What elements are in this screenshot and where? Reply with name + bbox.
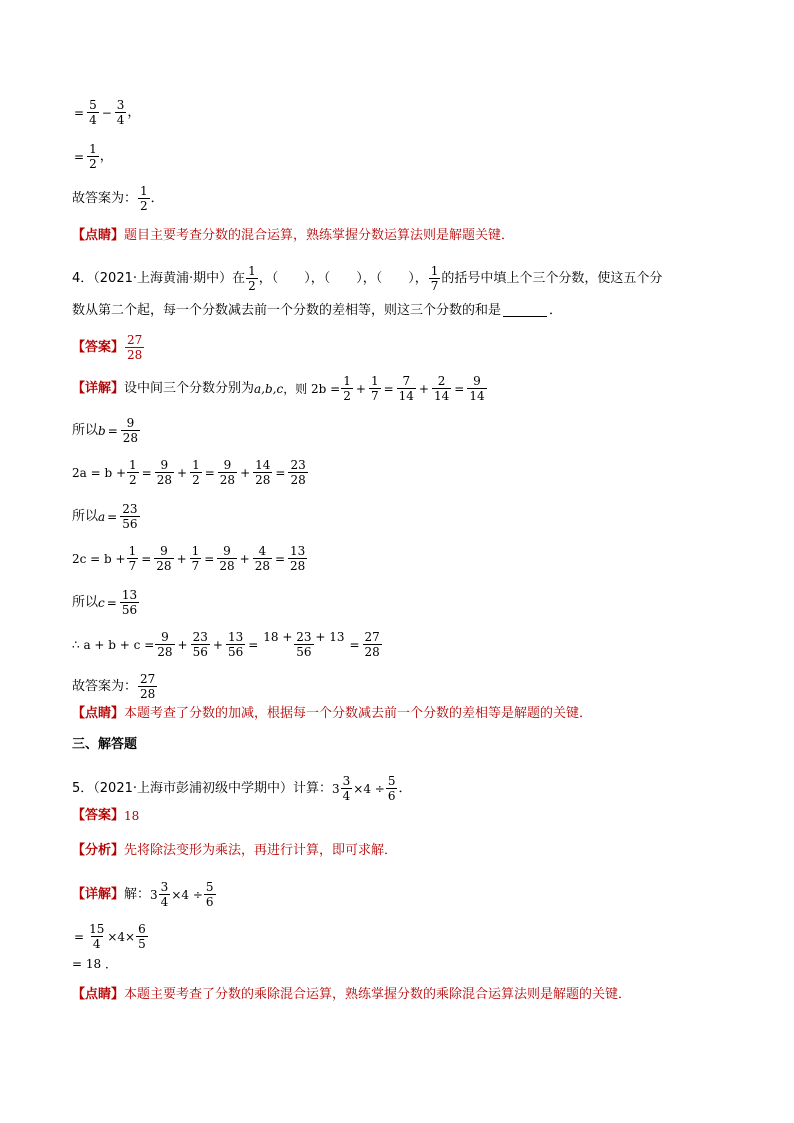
answer-tag: 【答案】 — [72, 340, 125, 355]
q5-step2 — [72, 958, 117, 970]
fraction: $\frac{9}{28}$ — [157, 630, 173, 659]
so-text: 所以 — [72, 423, 99, 438]
detail-text: 解： — [124, 887, 151, 902]
equals-sign: = — [204, 465, 215, 480]
operator-text: ×4 ÷ — [171, 887, 203, 902]
q4-eq-2a — [72, 458, 309, 487]
q5-detail — [72, 880, 217, 909]
equals-sign: = — [383, 381, 394, 396]
fraction: $\frac{7}{14}$ — [398, 374, 414, 403]
fraction: $\frac{23}{28}$ — [290, 458, 306, 487]
q4-so-c — [72, 588, 140, 617]
fraction: $\frac{1}{2}$ — [89, 142, 97, 171]
q4-stem-line1 — [72, 264, 662, 293]
answer-prefix: 故答案为： — [72, 679, 138, 694]
equals-sign: = — [274, 551, 286, 566]
fraction: $\frac{27}{28}$ — [127, 333, 143, 362]
whole-number: 3 — [150, 887, 158, 902]
section-title: 三、解答题 — [72, 737, 138, 752]
dianjing-tag: 【点睛】 — [72, 228, 125, 243]
fraction: $\frac{15}{4}$ — [89, 922, 105, 951]
plus-sign: + — [176, 551, 187, 566]
fraction: $\frac{9}{28}$ — [156, 544, 172, 573]
so-text: 所以 — [72, 509, 99, 524]
q4-so-a — [72, 502, 141, 531]
dianjing-q3 — [72, 229, 514, 242]
fraction: $\frac{18 + 23 + 13}{56}$ — [263, 630, 345, 659]
fraction: $\frac{3}{4}$ — [160, 880, 169, 909]
equals-sign: = — [74, 929, 85, 944]
fraction: $\frac{9}{28}$ — [219, 544, 235, 573]
q4-lead: 4．（2021·上海黄浦·期中）在 — [72, 271, 246, 286]
plus-sign: + — [177, 465, 188, 480]
analysis-tag: 【分析】 — [72, 843, 125, 858]
variable: a — [98, 509, 106, 524]
q4-text: 数从第二个起，每一个分数减去前一个分数的差相等，则这三个分数的和是 — [72, 303, 502, 318]
fraction: $\frac{1}{2}$ — [192, 458, 200, 487]
fraction: $\frac{1}{2}$ — [140, 184, 148, 213]
q4-text: 的括号中填上个三个分数，使这五个分 — [441, 271, 663, 286]
detail-text: 设中间三个分数分别为 — [124, 381, 255, 396]
fraction: $\frac{1}{2}$ — [343, 374, 351, 403]
punctuation: ． — [549, 303, 563, 318]
calc-line-2 — [72, 142, 113, 171]
fraction: $\frac{27}{28}$ — [140, 672, 156, 701]
equals-sign: = — [275, 465, 286, 480]
fraction: $\frac{9}{28}$ — [122, 416, 139, 445]
punctuation: ． — [398, 781, 412, 796]
answer-prefix: 故答案为： — [72, 191, 138, 206]
result-text: = 18 ． — [72, 957, 117, 971]
equals-sign: = — [204, 551, 215, 566]
q5-step1 — [72, 922, 149, 951]
q5-answer — [72, 809, 139, 822]
fraction: $\frac{13}{56}$ — [227, 630, 244, 659]
plus-sign: + — [240, 465, 251, 480]
q4-so-b — [72, 416, 141, 445]
operator-text: ×4 ÷ — [353, 781, 385, 796]
equation-lhs: 2a = b + — [72, 465, 127, 480]
dianjing-q4 — [72, 707, 592, 720]
dianjing-text: 本题主要考查了分数的乘除混合运算，熟练掌握分数的乘除混合运算法则是解题的关键． — [124, 987, 632, 1002]
equation-lhs: 2c = b + — [72, 551, 126, 566]
fraction: $\frac{13}{56}$ — [121, 588, 138, 617]
punctuation: ， — [99, 149, 113, 164]
q5-analysis — [72, 844, 397, 857]
equals-sign: = — [349, 637, 360, 652]
dianjing-text: 题目主要考查分数的混合运算，熟练掌握分数运算法则是解题关键． — [124, 228, 515, 243]
fraction: $\frac{13}{28}$ — [290, 544, 306, 573]
plus-sign: + — [355, 381, 366, 396]
punctuation: ， — [127, 105, 141, 120]
fraction: $\frac{5}{6}$ — [205, 880, 214, 909]
dianjing-tag: 【点睛】 — [72, 706, 125, 721]
plus-sign: + — [239, 551, 250, 566]
equals-sign: = — [141, 465, 152, 480]
fraction: $\frac{27}{28}$ — [364, 630, 380, 659]
q5-stem — [72, 774, 412, 803]
dianjing-text: 本题考查了分数的加减，根据每一个分数减去前一个分数的差相等是解题的关键． — [124, 706, 593, 721]
fraction: $\frac{2}{14}$ — [433, 374, 450, 403]
section-heading — [72, 738, 137, 751]
minus-sign: − — [101, 105, 112, 120]
fraction: $\frac{14}{28}$ — [255, 458, 271, 487]
q5-lead: 5．（2021·上海市彭浦初级中学期中）计算： — [72, 781, 332, 796]
calc-line-1 — [72, 98, 140, 127]
equals-sign: = — [454, 381, 465, 396]
fraction: $\frac{9}{28}$ — [219, 458, 236, 487]
answer-line-q3 — [72, 184, 164, 213]
fraction: $\frac{1}{7}$ — [191, 544, 200, 573]
equals-sign: = — [141, 551, 152, 566]
answer-tag: 【答案】 — [72, 808, 125, 823]
plus-sign: + — [418, 381, 429, 396]
dianjing-tag: 【点睛】 — [72, 987, 125, 1002]
q4-answer — [72, 333, 145, 362]
operator-text: ×4× — [107, 929, 136, 944]
fraction: $\frac{4}{28}$ — [254, 544, 270, 573]
equals-sign: = — [106, 595, 117, 610]
q4-eq-2c — [72, 544, 308, 573]
fraction: $\frac{23}{56}$ — [192, 630, 208, 659]
whole-number: 3 — [332, 781, 340, 796]
fraction: $\frac{9}{14}$ — [469, 374, 485, 403]
equals-sign: = — [107, 509, 118, 524]
punctuation: ． — [150, 191, 164, 206]
detail-tag: 【详解】 — [72, 887, 125, 902]
q4-sum — [72, 630, 383, 659]
fraction: $\frac{1}{2}$ — [248, 264, 256, 293]
fraction: $\frac{9}{28}$ — [156, 458, 173, 487]
equals-sign: = — [107, 423, 118, 438]
fraction: $\frac{5}{4}$ — [89, 98, 97, 127]
fraction: $\frac{1}{7}$ — [430, 264, 439, 293]
plus-sign: + — [212, 637, 223, 652]
so-text: 所以 — [72, 595, 99, 610]
q4-final — [72, 672, 158, 701]
equation-lhs: ，则 2b = — [283, 381, 341, 396]
fraction: $\frac{1}{2}$ — [129, 458, 137, 487]
variable: c — [98, 595, 105, 610]
q4-detail-line1 — [72, 374, 488, 403]
variables: a,b,c — [254, 381, 284, 396]
variable: b — [98, 423, 106, 438]
fraction: $\frac{23}{56}$ — [122, 502, 138, 531]
fraction: $\frac{3}{4}$ — [342, 774, 351, 803]
answer-blank — [503, 304, 547, 317]
equals-sign: = — [74, 105, 85, 120]
fraction: $\frac{3}{4}$ — [116, 98, 125, 127]
fraction: $\frac{1}{7}$ — [370, 374, 379, 403]
equation-lhs: ∴ a + b + c = — [72, 637, 155, 652]
fraction: $\frac{6}{5}$ — [138, 922, 146, 951]
plus-sign: + — [177, 637, 188, 652]
dianjing-q5 — [72, 988, 631, 1001]
detail-tag: 【详解】 — [72, 381, 125, 396]
analysis-text: 先将除法变形为乘法，再进行计算，即可求解． — [124, 843, 398, 858]
equals-sign: = — [248, 637, 259, 652]
q4-blanks: ，（ ），（ ），（ ）， — [258, 271, 428, 286]
fraction: $\frac{1}{7}$ — [128, 544, 137, 573]
answer-value: 18 — [124, 808, 140, 823]
equals-sign: = — [74, 149, 85, 164]
q4-stem-line2 — [72, 304, 562, 317]
fraction: $\frac{5}{6}$ — [387, 774, 396, 803]
